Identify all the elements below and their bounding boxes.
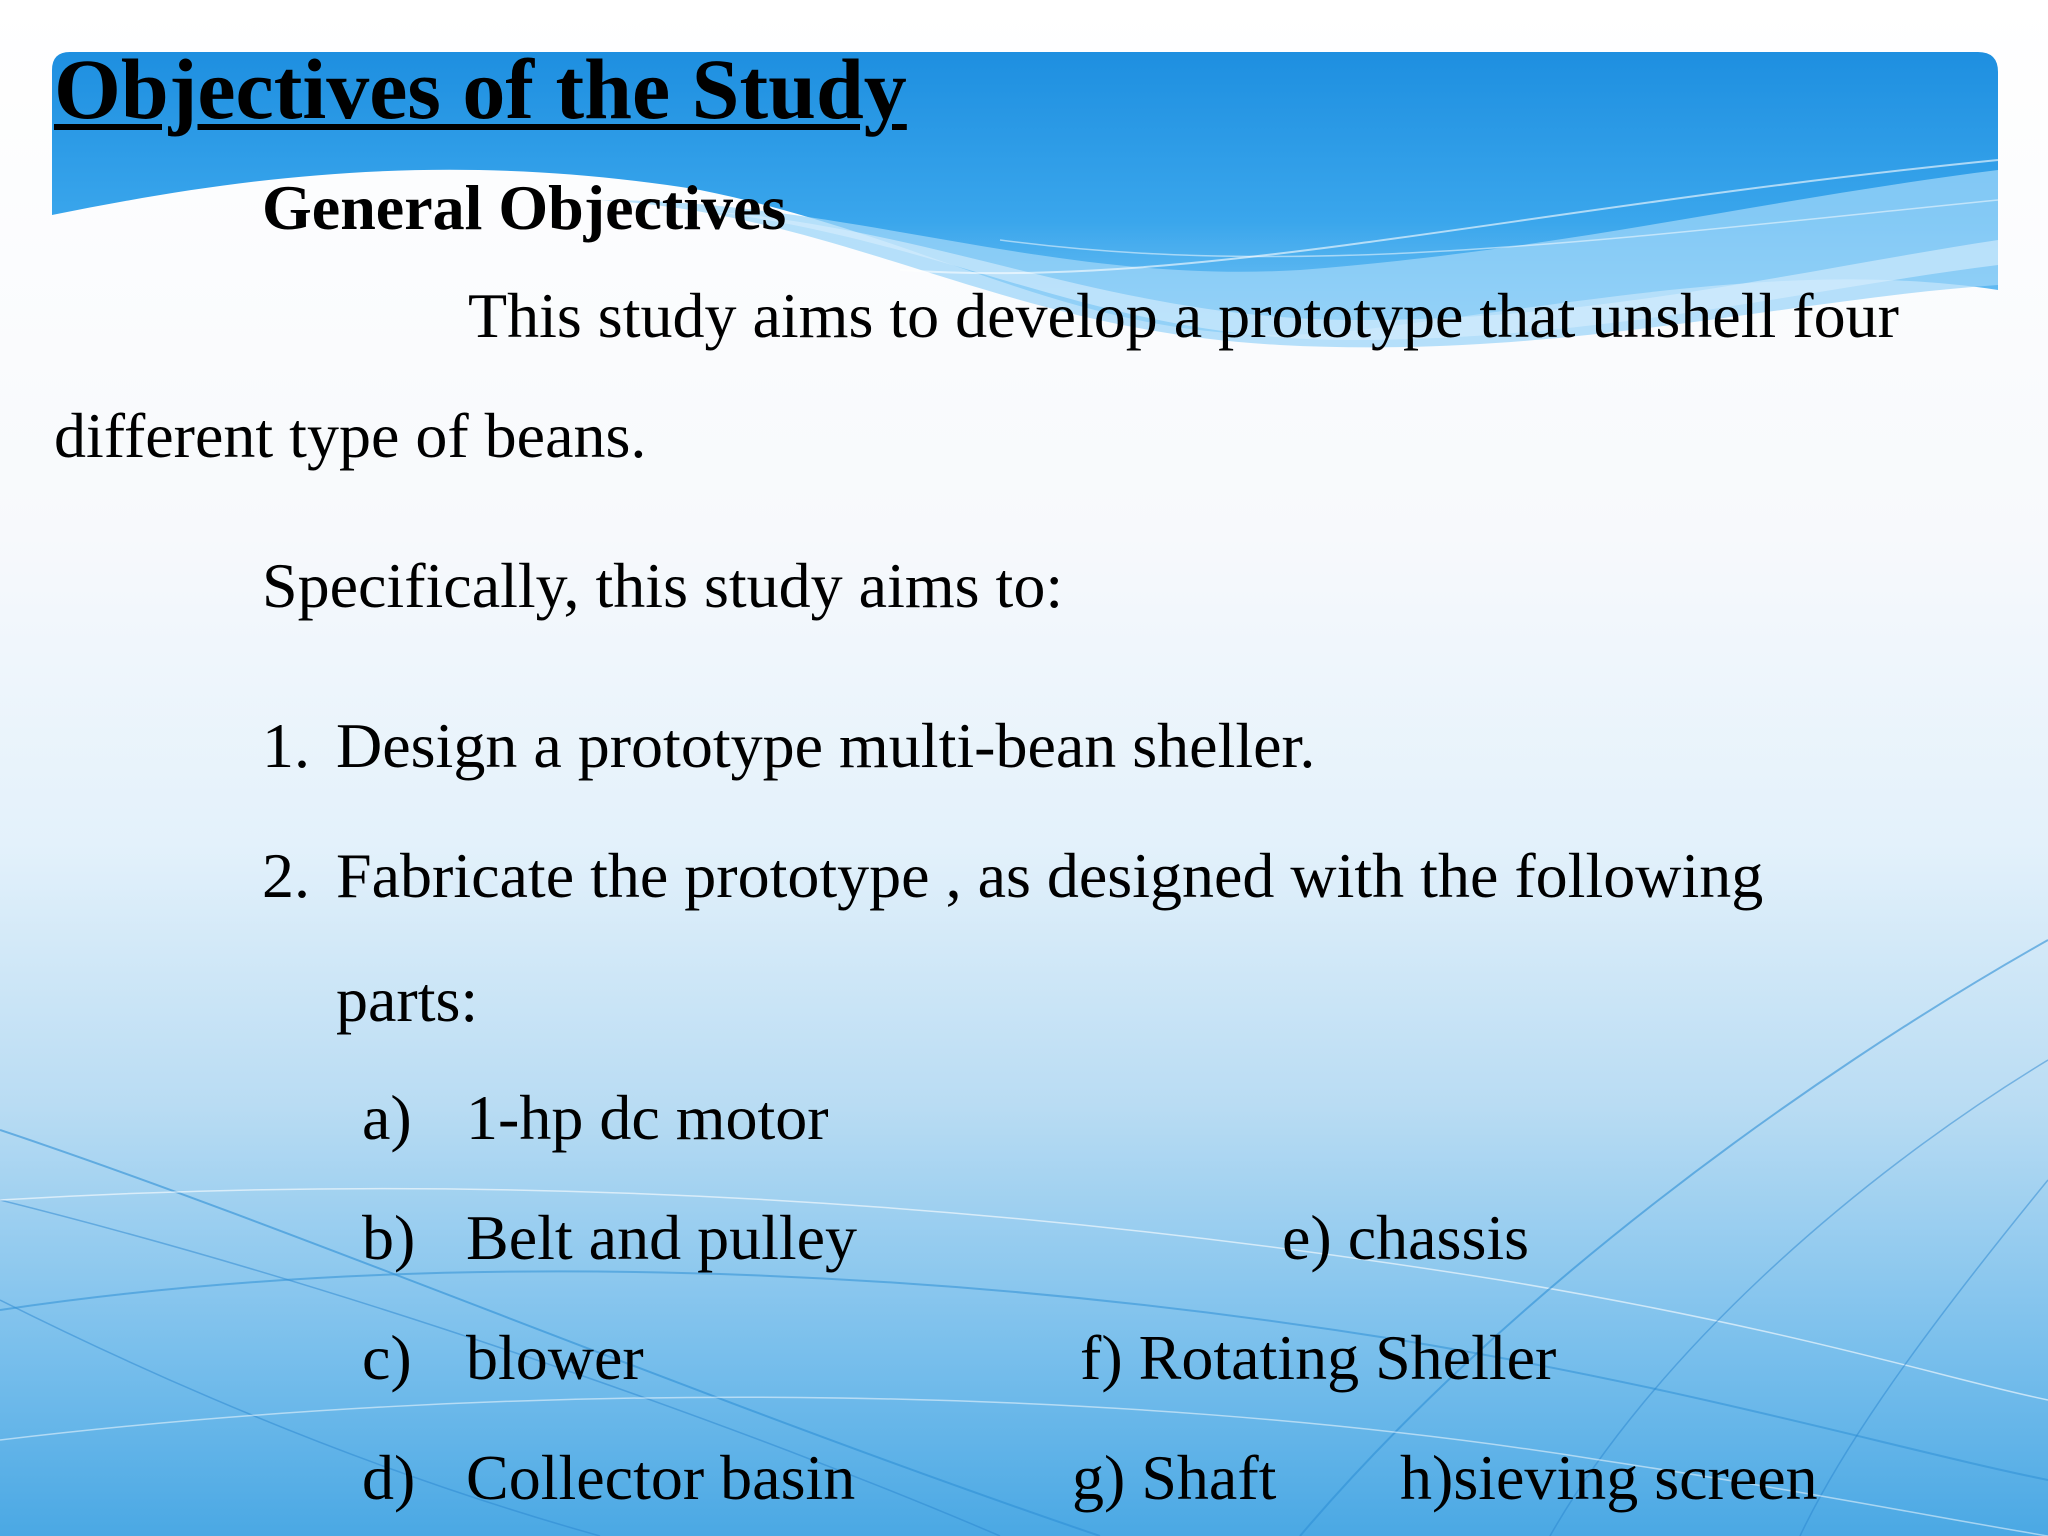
part-d: Collector basin — [466, 1442, 856, 1513]
list-item-text: Fabricate the prototype , as designed with the following — [336, 840, 1764, 911]
general-objective-line-1: This study aims to develop a prototype that unshell four — [468, 280, 1899, 351]
list-item-number: 1. — [262, 710, 310, 781]
part-letter-c: c) — [362, 1322, 412, 1393]
slide-title: Objectives of the Study — [54, 41, 907, 137]
general-objectives-heading: General Objectives — [262, 172, 787, 243]
part-a: 1-hp dc motor — [466, 1082, 829, 1153]
list-item-continuation: parts: — [336, 964, 479, 1035]
part-h: h)sieving screen — [1400, 1442, 1818, 1513]
part-letter-a: a) — [362, 1082, 412, 1153]
part-b: Belt and pulley — [466, 1202, 858, 1273]
list-item-number: 2. — [262, 840, 310, 911]
list-item-text: Design a prototype multi-bean sheller. — [336, 710, 1316, 781]
general-objective-line-2: different type of beans. — [54, 400, 647, 471]
part-c: blower — [466, 1322, 644, 1393]
part-g: g) Shaft — [1072, 1442, 1277, 1513]
part-f: f) Rotating Sheller — [1080, 1322, 1557, 1393]
part-e: e) chassis — [1282, 1202, 1530, 1273]
part-letter-b: b) — [362, 1202, 416, 1273]
specific-objectives-intro: Specifically, this study aims to: — [262, 550, 1064, 621]
part-letter-d: d) — [362, 1442, 416, 1513]
